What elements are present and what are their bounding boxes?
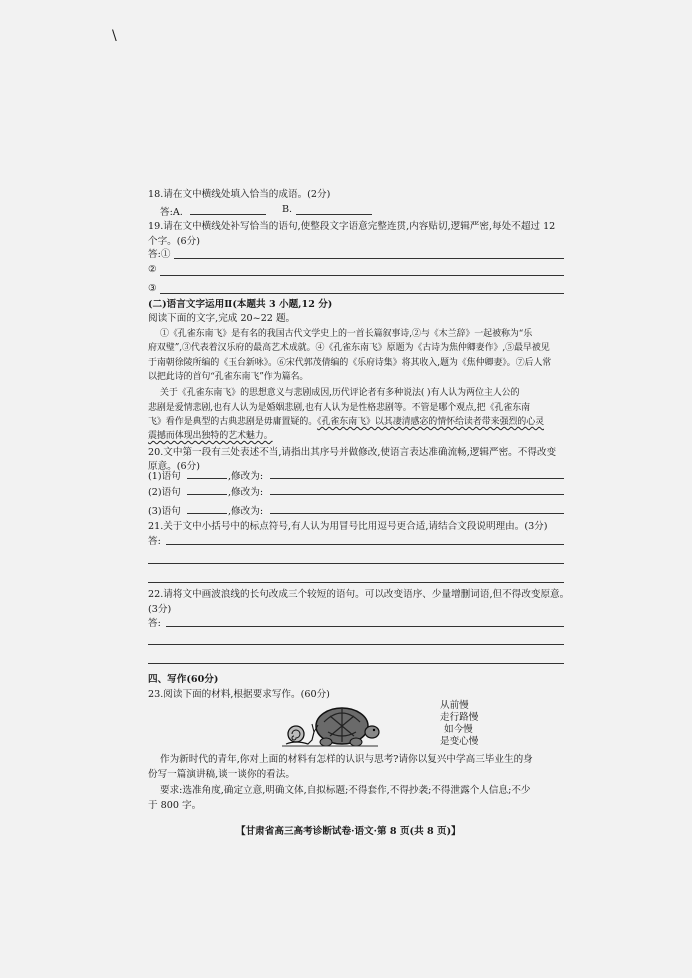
poem-line-3: 如今慢 xyxy=(444,724,473,735)
section2-heading: (二)语言文字运用Ⅱ(本题共 3 小题,12 分) xyxy=(148,299,333,310)
q20-row3-sentence-blank[interactable] xyxy=(187,513,227,514)
poem-line-1: 从前慢 xyxy=(440,700,469,711)
q21-prompt: 21.关于文中小括号中的标点符号,有人认为用冒号比用逗号更合适,请结合文段说明理由。(3分) xyxy=(148,521,548,532)
q19-prompt-line2: 个字。(6分) xyxy=(148,236,200,247)
q20-row2-revision-blank[interactable] xyxy=(270,494,564,495)
section2-para1-line3: 于南朝徐陵所编的《玉台新咏》。⑥宋代郭茂倩编的《乐府诗集》将其收入,题为《焦仲卿妻》。⑦后人常 xyxy=(148,358,552,368)
section4-para2-line1: 要求:选准角度,确定立意,明确文体,自拟标题;不得套作,不得抄袭;不得泄露个人信息;不少 xyxy=(160,785,531,796)
q21-answer-line-1[interactable] xyxy=(166,544,564,545)
q19-item-2: ② xyxy=(148,264,157,275)
corner-mark: \ xyxy=(112,28,117,44)
para2-line3-plain: 飞》看作是典型的古典悲剧是毋庸置疑的。 xyxy=(148,417,318,427)
section2-para2-line4: 震撼而体现出独特的艺术魅力。 xyxy=(148,431,273,441)
q19-item-3: ③ xyxy=(148,283,157,294)
q19-prompt-line1: 19.请在文中横线处补写恰当的语句,使整段文字语意完整连贯,内容贴切,逻辑严密,每处不超过 12 xyxy=(148,221,556,232)
section4-para1-line2: 份写一篇演讲稿,谈一谈你的看法。 xyxy=(148,769,295,780)
q20-row1-revision-blank[interactable] xyxy=(270,478,564,479)
q22-answer-label: 答: xyxy=(148,618,161,629)
section2-para1-line2: 府双璧”,③代表着汉乐府的最高艺术成就。④《孔雀东南飞》原题为《古诗为焦仲卿妻作》,⑤最早被见 xyxy=(148,343,550,353)
section4-para2-line2: 于 800 字。 xyxy=(148,800,202,811)
q20-row3-mid: ,修改为: xyxy=(228,506,264,517)
snail-turtle-illustration xyxy=(280,696,380,752)
section2-para2-line1: 关于《孔雀东南飞》的思想意义与悲剧成因,历代评论者有多种说法( )有人认为两位主人公的 xyxy=(160,388,520,398)
q20-row1-label: (1)语句 xyxy=(148,471,181,482)
q18-b-label: B. xyxy=(282,204,293,215)
q18-b-blank[interactable] xyxy=(296,214,372,215)
para2-line3-wavy: 《孔雀东南飞》以其凄清感宓的情怀给读者带来强烈的心灵 xyxy=(317,417,545,427)
q20-row3-revision-blank[interactable] xyxy=(270,513,564,514)
q22-answer-line-1[interactable] xyxy=(166,626,564,627)
section2-para1-line4: 以把此诗的首句“孔雀东南飞”作为篇名。 xyxy=(148,372,309,382)
q20-prompt-line2: 原意。(6分) xyxy=(148,461,200,472)
q19-answer-line-2[interactable] xyxy=(160,275,564,276)
section2-instruction: 阅读下面的文字,完成 20~22 题。 xyxy=(148,313,296,324)
q18-prompt: 18.请在文中横线处填入恰当的成语。(2分) xyxy=(148,189,331,200)
q21-answer-line-3[interactable] xyxy=(148,582,564,583)
q22-prompt-line2: (3分) xyxy=(148,604,172,615)
q21-answer-label: 答: xyxy=(148,536,161,547)
page-footer: 【甘肃省高三高考诊断试卷·语文·第 8 页(共 8 页)】 xyxy=(236,826,461,837)
q20-row3-label: (3)语句 xyxy=(148,506,181,517)
section2-para2-line3 xyxy=(148,414,544,427)
q18-answer-label: 答:A. xyxy=(160,207,183,218)
section2-para2-line2: 悲剧是爱情悲剧,也有人认为是婚姻悲剧,也有人认为是性格悲剧等。不管是哪个观点,把《孔雀东南 xyxy=(148,403,531,413)
q20-row2-label: (2)语句 xyxy=(148,487,181,498)
q22-answer-line-2[interactable] xyxy=(148,644,564,645)
q23-prompt: 23.阅读下面的材料,根据要求写作。(60分) xyxy=(148,689,330,700)
q20-row2-mid: ,修改为: xyxy=(228,487,264,498)
q22-answer-line-3[interactable] xyxy=(148,663,564,664)
section4-heading: 四、写作(60分) xyxy=(148,674,219,685)
q22-prompt-line1: 22.请将文中画波浪线的长句改成三个较短的语句。可以改变语序、少量增删词语,但不得改变原意。 xyxy=(148,589,570,600)
section4-para1-line1: 作为新时代的青年,你对上面的材料有怎样的认识与思考?请你以复兴中学高三毕业生的身 xyxy=(160,754,533,765)
q18-a-blank[interactable] xyxy=(190,214,266,215)
q20-row1-sentence-blank[interactable] xyxy=(187,478,227,479)
q20-row1-mid: ,修改为: xyxy=(228,471,264,482)
q19-answer-line-3[interactable] xyxy=(160,293,564,294)
poem-line-2: 走行路慢 xyxy=(440,712,479,723)
q19-answer-label: 答:① xyxy=(148,249,171,260)
q21-answer-line-2[interactable] xyxy=(148,563,564,564)
q20-row2-sentence-blank[interactable] xyxy=(187,494,227,495)
q20-prompt-line1: 20.文中第一段有三处表述不当,请指出其序号并做修改,使语言表达准确流畅,逻辑严密。不得改变 xyxy=(148,447,557,458)
q19-answer-line-1[interactable] xyxy=(174,258,564,259)
section2-para1-line1: ①《孔雀东南飞》是有名的我国古代文学史上的一首长篇叙事诗,②与《木兰辞》一起被称为“乐 xyxy=(160,329,533,339)
poem-line-4: 是变心慢 xyxy=(440,736,479,747)
